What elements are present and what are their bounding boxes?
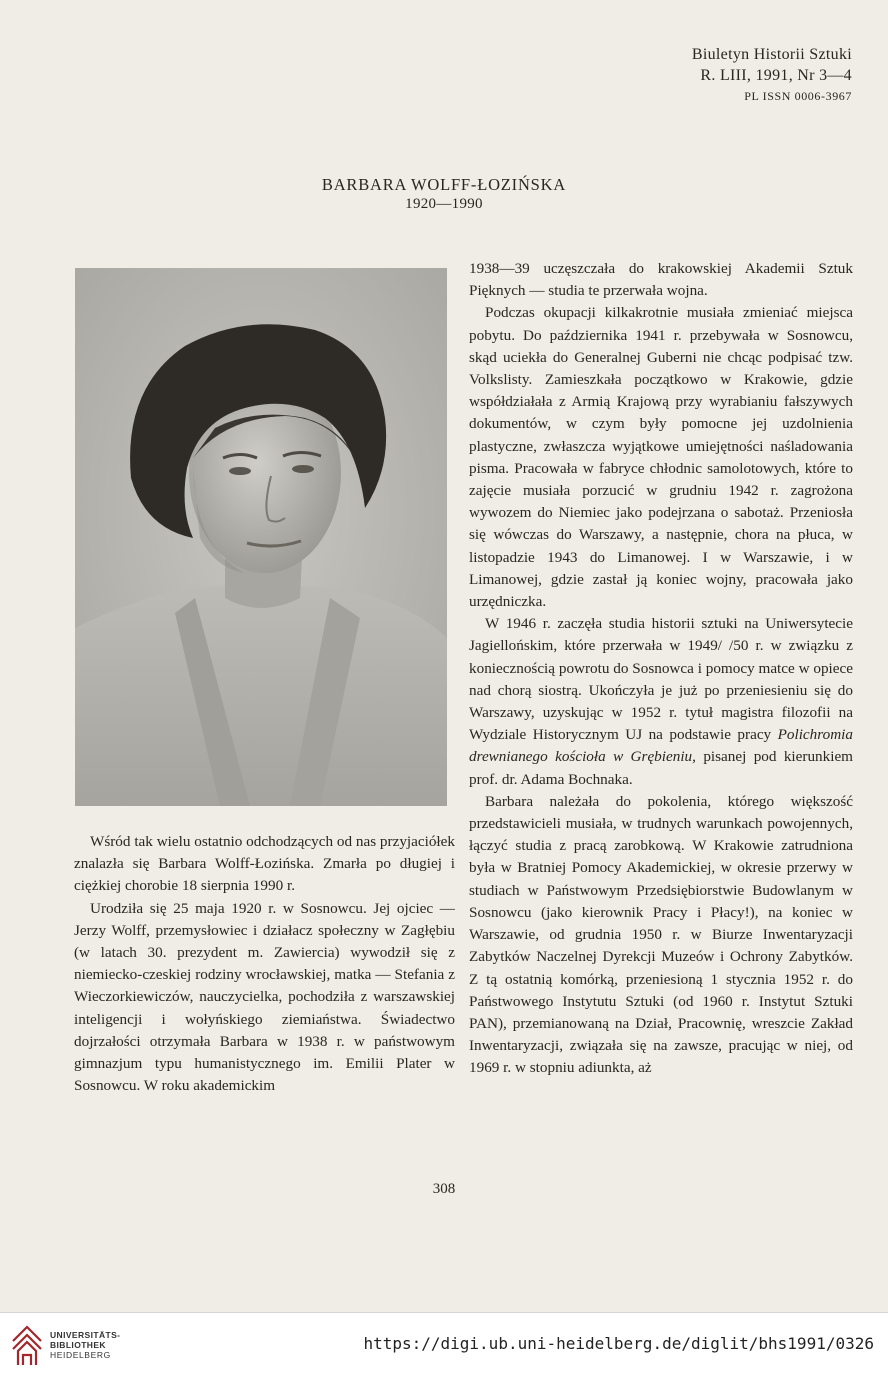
paragraph: Wśród tak wielu ostatnio odchodzących od nas przyjaciółek znalazła się Barbara Wolff-Łozińska. Zmarła po długiej i ciężkiej chorobie 18 sierpnia 1990 r. xyxy=(74,833,455,895)
text-run: W 1946 r. zaczęła studia historii sztuki na Uniwersytecie Jagiellońskim, które przerwała w 1949/ /50 r. w związku z koniecznością powrotu do Sosnowca i pomocy matce w opiece nad chorą siostrą. Ukończyła je już po przeniesieniu się do Warszawy, uzyskując w 1952 r. tytuł magistra filozofii na Wydziale Historycznym UJ na podstawie pracy xyxy=(469,615,853,744)
journal-issn: PL ISSN 0006-3967 xyxy=(744,89,852,103)
article-dates: 1920—1990 xyxy=(405,196,483,212)
thesis-title: Polichromia drewnianego kościoła w Grębieniu, xyxy=(469,726,853,766)
library-name[interactable] xyxy=(50,1330,120,1360)
document-url-link[interactable]: https://digi.ub.uni-heidelberg.de/diglit/bhs1991/0326 xyxy=(363,1334,874,1353)
left-text-column xyxy=(74,831,455,1097)
library-name-line: UNIVERSITÄTS- xyxy=(50,1330,121,1340)
journal-name: Biuletyn Historii Sztuki xyxy=(691,46,852,63)
paragraph: Podczas okupacji kilkakrotnie musiała zmieniać miejsca pobytu. Do października 1941 r. przebywała w Sosnowcu, skąd uciekła do Generalnej Guberni nie chcąc podpisać tzw. Volkslisty. Zamieszkała początkowo w Krakowie, gdzie współdziałała z Armią Krajową przy wyrabianiu fałszywych dokumentów, w czym były pomocne jej uzdolnienia plastyczne, zwłaszcza wyjątkowe umiejętności naśladowania pisma. Pracowała w fabryce chłodnic samolotowych, które to zajęcie musiała porzucić w grudniu 1942 r. zagrożona wywozem do Niemiec jako podejrzana o sabotaż. Przeniosła się wówczas do Warszawy, a następnie, chora na płuca, w listopadzie 1943 do Limanowej. I w Warszawie, i w Limanowej, gdzie zastał ją koniec wojny, pracowała jako urzędniczka. xyxy=(469,304,853,611)
paragraph: 1938—39 uczęszczała do krakowskiej Akademii Sztuk Pięknych — studia te przerwała wojna. xyxy=(469,260,853,300)
paragraph: Urodziła się 25 maja 1920 r. w Sosnowcu. Jej ojciec — Jerzy Wolff, przemysłowiec i działacz społeczny w Zagłębiu (w latach 30. prezydent m. Zawiercia) wywodził się z niemiecko-czeskiej rodziny wrocławskiej, matka — Stefania z Wieczorkiewiczów, nauczycielka, pochodziła z warszawskiej inteligencji i wołyńskiego ziemiaństwa. Świadectwo dojrzałości otrzymała Barbara w 1938 r. w państwowym gimnazjum typu humanistycznego im. Emilii Plater w Sosnowcu. W roku akademickim xyxy=(74,899,455,1095)
library-name-line: HEIDELBERG xyxy=(50,1350,111,1360)
journal-header xyxy=(592,44,852,107)
library-logo-icon[interactable] xyxy=(10,1321,44,1367)
page-number: 308 xyxy=(432,1181,456,1197)
portrait-photo xyxy=(75,268,447,806)
journal-volume: R. LIII, 1991, Nr 3—4 xyxy=(700,67,852,84)
paragraph xyxy=(469,613,853,791)
right-text-column xyxy=(469,258,853,1080)
viewer-footer xyxy=(0,1312,888,1377)
text-run: pisanej pod kierunkiem prof. dr. Adama Bochnaka. xyxy=(469,748,853,788)
article-title: BARBARA WOLFF-ŁOZIŃSKA xyxy=(321,175,567,194)
paragraph: Barbara należała do pokolenia, którego większość przedstawicieli musiała, w trudnych warunkach powojennych, łączyć studia z pracą zarobkową. W Krakowie zatrudniona była w Bratniej Pomocy Akademickiej, w okresie przerwy w studiach w Państwowym Przedsiębiorstwie Budowlanym w Sosnowcu (jako kierownik Pracy i Płacy!), na koniec w Warszawie, od grudnia 1950 r. w Biurze Inwentaryzacji Zabytków Naczelnej Dyrekcji Muzeów i Ochrony Zabytków. Z tą ostatnią komórką, przeniesioną 1 stycznia 1952 r. do Państwowego Instytutu Sztuki (od 1960 r. Instytut Sztuki PAN), przemianowaną na Dział, Pracownię, wreszcie Zakład Inwentaryzacji, związała się na zawsze, pracując w niej, od 1969 r. w stopniu adiunkta, aż xyxy=(469,792,853,1077)
library-name-line: BIBLIOTHEK xyxy=(50,1340,106,1350)
